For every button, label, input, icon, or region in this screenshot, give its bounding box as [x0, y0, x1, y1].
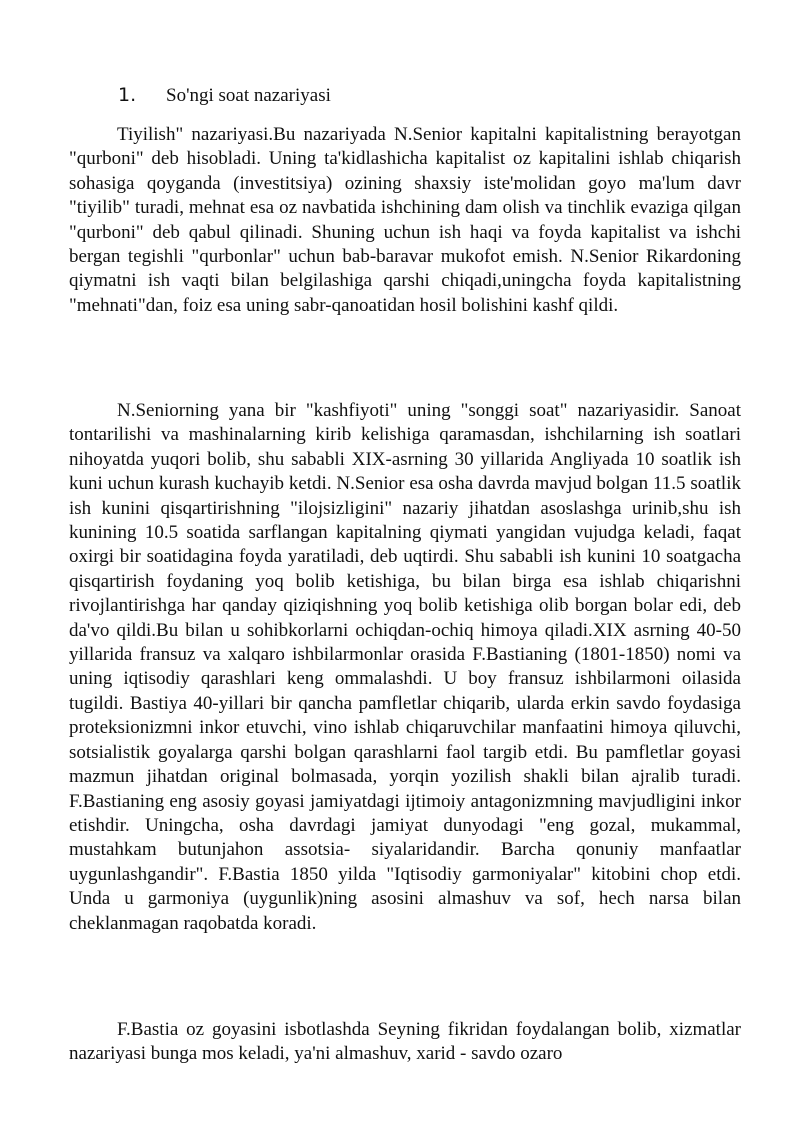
paragraph-tiyilish-theory: Tiyilish" nazariyasi.Bu nazariyada N.Senior kapitalni kapitalistning berayotgan "qurboni" deb hisobladi. Uning ta'kidlashicha kapitalist oz kapitalini ishlab chiqarish sohasiga qoyganda (investitsiya) ozining shaxsiy iste'molidan goyo ma'lum davr "tiyilib" turadi, mehnat esa oz navbatida ishchining dam olish va tinchlik evaziga qilgan "qurboni" deb qabul qilinadi. Shuning uchun ish haqi va foyda kapitalist va ishchi bergan tegishli "qurbonlar" uchun bab-baravar mukofot emish. N.Senior Rikardoning qiymatni ish vaqti bilan belgilashiga qarshi chiqadi,uningcha foyda kapitalistning "mehnati"dan, foiz esa uning sabr-qanoatidan hosil bolishini kashf qildi. [69, 124, 741, 316]
paragraph-last-hour-theory: N.Seniorning yana bir "kashfiyoti" uning "songgi soat" nazariyasidir. Sanoat tontarilishi va mashinalarning kirib kelishiga qaramasdan, ishchilarning ish soatlari nihoyatda yuqori bolib, shu sababli XIX-asrning 30 yillarida Angliyada 10 soatlik ish kuni uchun kurash kuchayib ketdi. N.Senior esa osha davrda mavjud bolgan 11.5 soatlik ish kunini qisqartirishning "ilojsizligini" nazariy jihatdan asoslashga urinib,shu ish kunining 10.5 soatida sarflangan kapitalning qiymati yangidan vujudga keladi, faqat oxirgi bir soatidagina foyda yaratiladi, deb uqtirdi. Shu sababli ish kunini 10 soatgacha qisqartirish foydaning yoq bolib ketishiga, bu bilan birga esa ishlab chiqarishni rivojlantirishga har qanday qiziqishning yoq bolib ketishiga olib borgan bolar edi, deb da'vo qildi.Bu bilan u sohibkorlarni ochiqdan-ochiq himoya qiladi.XIX asrning 40-50 yillarida fransuz va xalqaro ishbilarmonlar orasida F.Bastianing (1801-1850) nomi va uning iqtisodiy qarashlari keng ommalashdi. U boy fransuz ishbilarmoni oilasida tugildi. Bastiya 40-yillari bir qancha pamfletlar chiqarib, ularda erkin savdo foydasiga proteksionizmni inkor etuvchi, vino ishlab chiqaruvchilar manfaatini himoya qiluvchi, sotsialistik goyalarga qarshi bolgan qarashlarni faol targib etdi. Bu pamfletlar goyasi mazmun jihatdan original bolmasada, yorqin yozilish shakli bilan ajralib turadi. F.Bastianing eng asosiy goyasi jamiyatdagi ijtimoiy antagonizmning mavjudligini inkor etishdir. Uningcha, osha davrdagi jamiyat dunyodagi "eng gozal, mukammal, mustahkam butunjahon assotsia- siyalaridandir. Barcha qonuniy manfaatlar uygunlashgandir". F.Bastia 1850 yilda "Iqtisodiy garmoniyalar" kitobini chop etdi. Unda u garmoniya (uygunlik)ning asosini almashuv va sof, hech narsa bilan cheklanmagan raqobatda koradi. [69, 400, 741, 934]
section-heading [118, 84, 331, 107]
paragraph-bastia-services: F.Bastia oz goyasini isbotlashda Seyning fikridan foydalangan bolib, xizmatlar nazariyasi bunga mos keladi, ya'ni almashuv, xarid - savdo ozaro [69, 1019, 741, 1065]
section-number: 1. [118, 84, 137, 106]
section-title: So'ngi soat nazariyasi [166, 85, 331, 106]
